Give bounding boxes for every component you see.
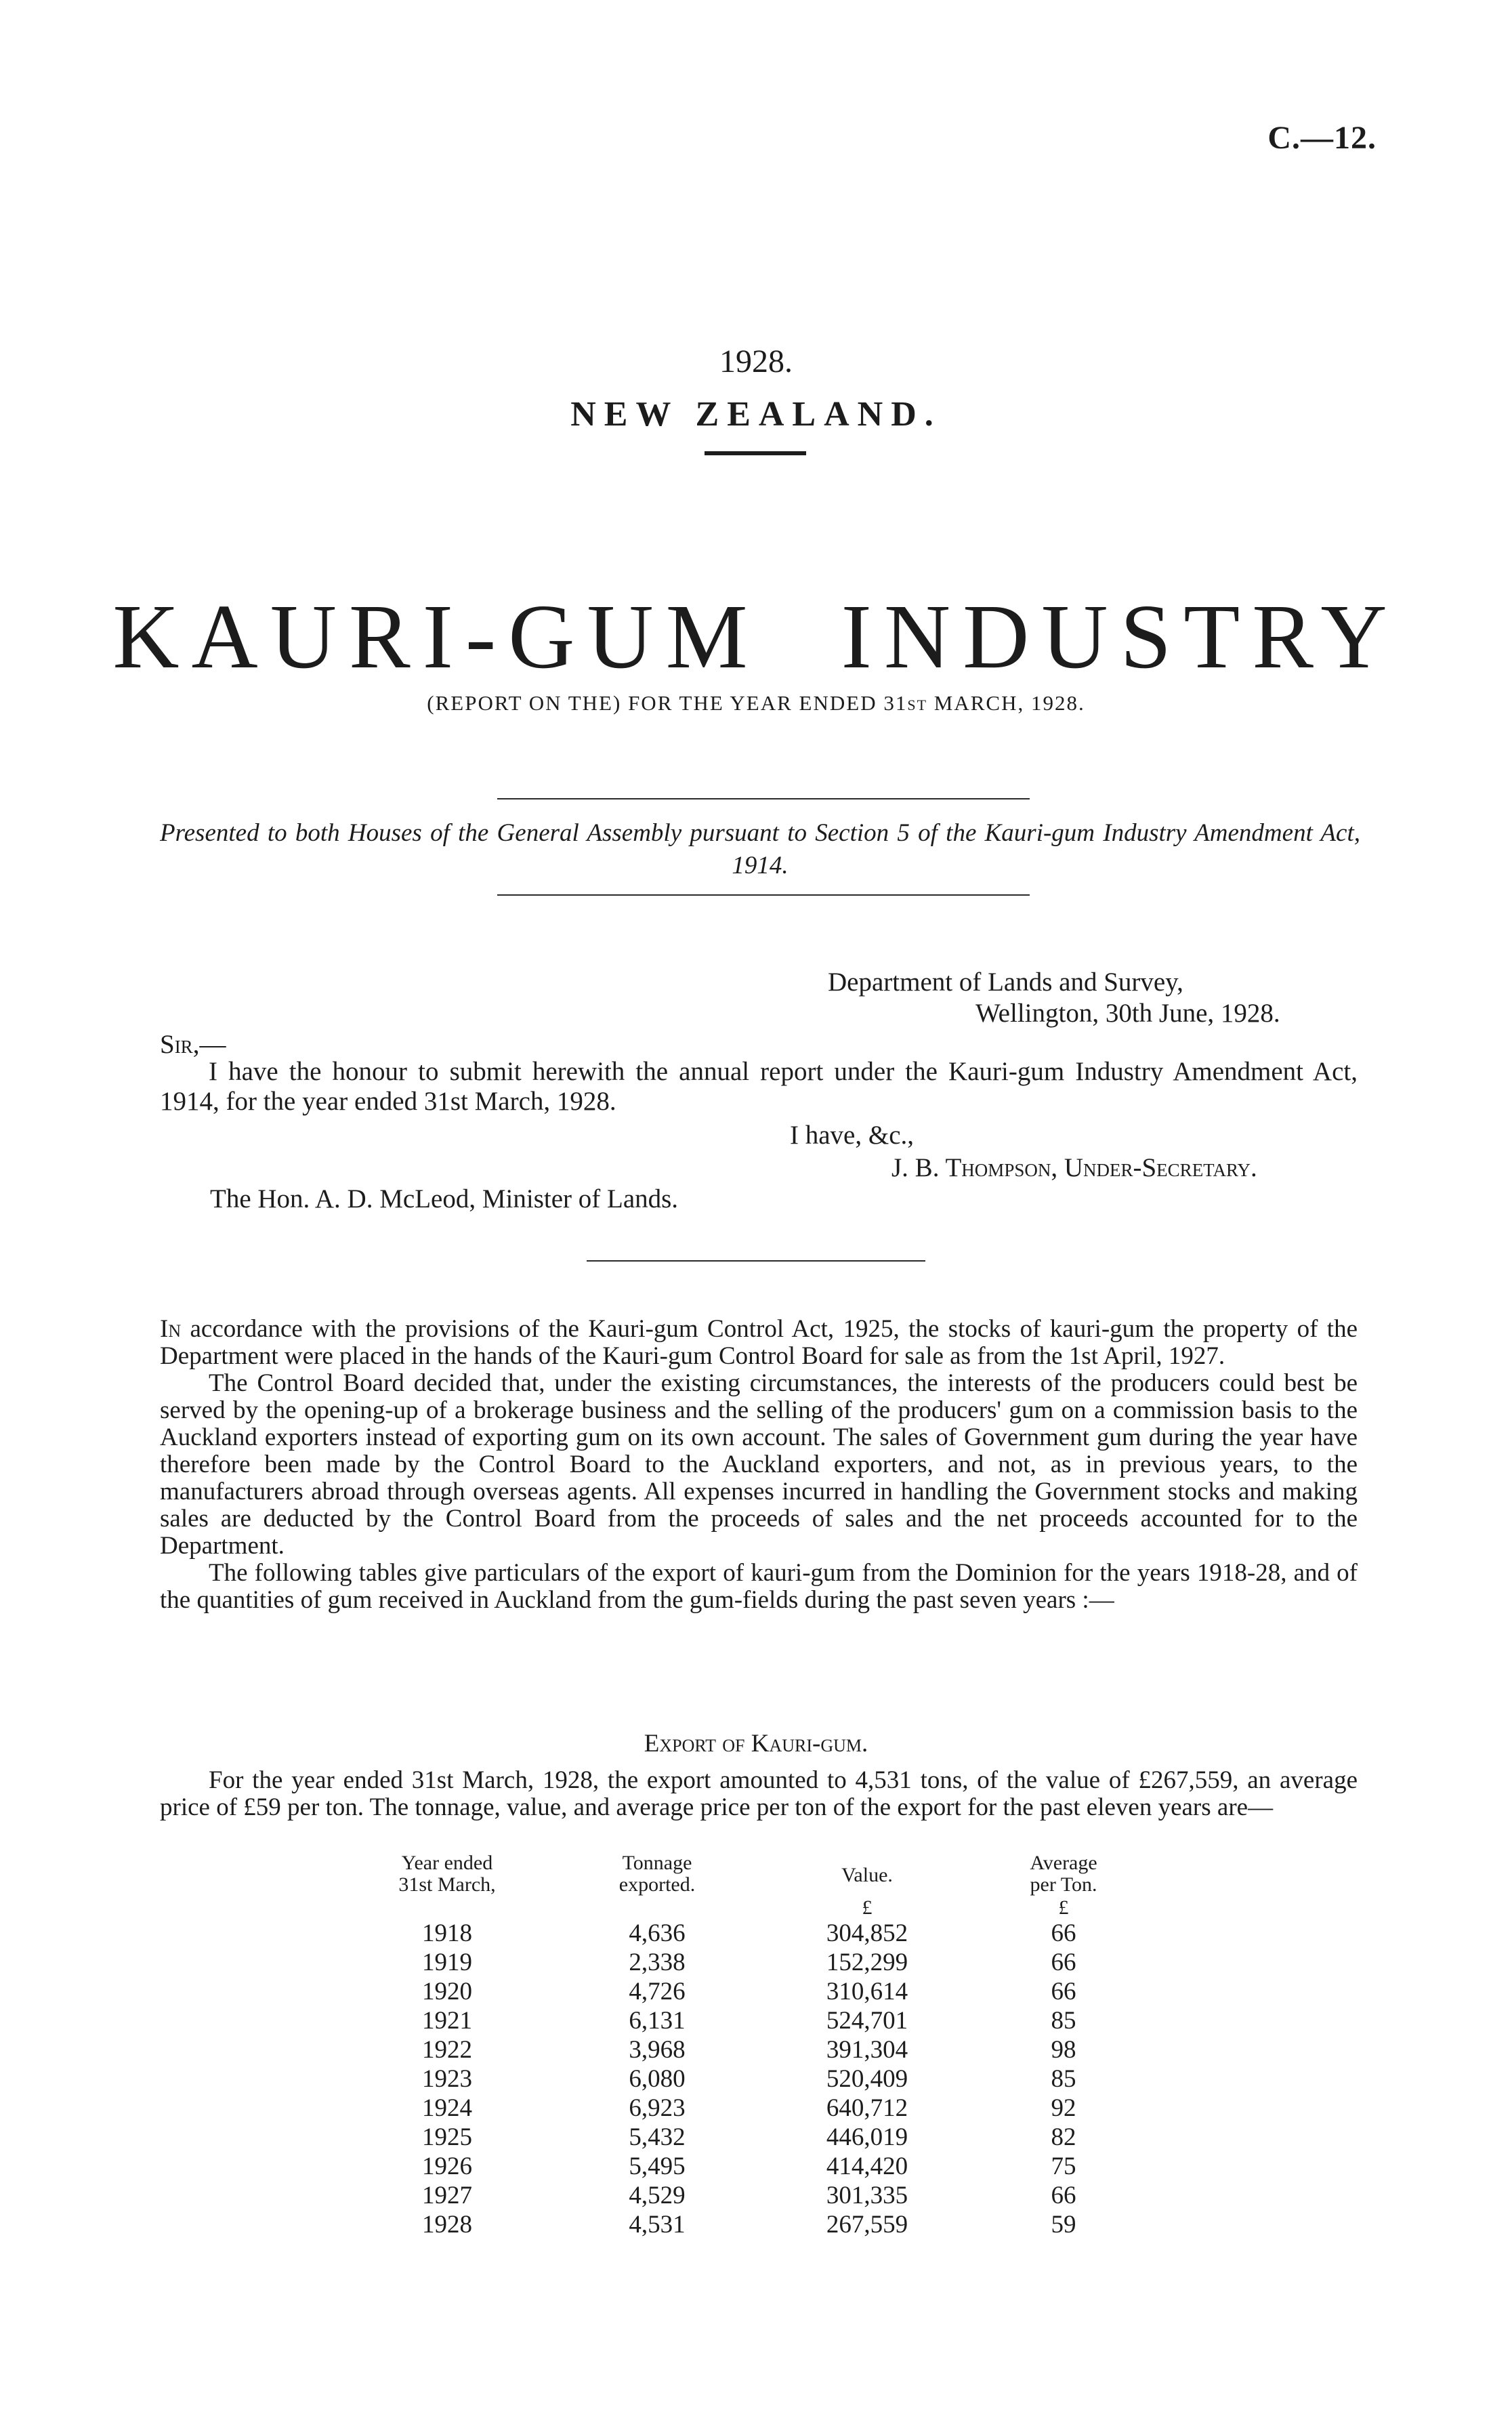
- unit-value: £: [862, 1896, 873, 1919]
- cell-value: 267,559: [826, 2211, 908, 2239]
- header-value: [786, 1865, 948, 1886]
- header-tonnage: [576, 1852, 738, 1896]
- cell-average: 66: [1051, 1919, 1076, 1947]
- header-year: [366, 1852, 528, 1896]
- letter-body-text: I have the honour to submit herewith the annual report under the Kauri-gum Industry Amendment Act, 1914, for the year ended 31st March, 1928.: [160, 1057, 1358, 1116]
- drop-lead: In: [160, 1315, 182, 1343]
- cell-average: 66: [1051, 1949, 1076, 1976]
- cell-value: 520,409: [826, 2065, 908, 2093]
- header-tonnage-line-2: exported.: [618, 1873, 696, 1896]
- cell-year: 1925: [422, 2123, 472, 2151]
- cell-value: 524,701: [826, 2007, 908, 2035]
- cell-average: 85: [1051, 2007, 1076, 2035]
- unit-average: £: [1058, 1896, 1069, 1919]
- cell-tonnage: 4,529: [629, 2182, 686, 2209]
- cell-year: 1927: [422, 2182, 472, 2209]
- header-tonnage-line-1: Tonnage: [622, 1852, 692, 1874]
- cell-year: 1918: [422, 1919, 472, 1947]
- section-heading: Export of Kauri-gum.: [644, 1730, 868, 1758]
- cell-average: 85: [1051, 2065, 1076, 2093]
- cell-average: 59: [1051, 2211, 1076, 2239]
- cell-year: 1928: [422, 2211, 472, 2239]
- cell-tonnage: 5,495: [629, 2153, 686, 2180]
- cell-value: 446,019: [826, 2123, 908, 2151]
- cell-year: 1923: [422, 2065, 472, 2093]
- section-intro-text: For the year ended 31st March, 1928, the export amounted to 4,531 tons, of the value of £267,559, an average price of £59 per ton. The tonnage, value, and average price per ton of the export for the past eleven years are—: [160, 1766, 1358, 1821]
- cell-value: 414,420: [826, 2153, 908, 2180]
- cell-average: 92: [1051, 2094, 1076, 2122]
- section-intro: [160, 1767, 1358, 1821]
- title-part-2: INDUSTRY: [841, 586, 1400, 688]
- header-value-line-1: Value.: [841, 1864, 893, 1886]
- cell-value: 391,304: [826, 2036, 908, 2064]
- cell-average: 98: [1051, 2036, 1076, 2064]
- letter-body: [160, 1057, 1358, 1117]
- presented-statement: Presented to both Houses of the General Assembly pursuant to Section 5 of the Kauri-gum Industry Amendment Act, 1914.: [160, 819, 1360, 879]
- cell-year: 1920: [422, 1978, 472, 2005]
- report-paragraph-1-text: accordance with the provisions of the Kauri-gum Control Act, 1925, the stocks of kauri-gum the property of the Department were placed in the hands of the Kauri-gum Control Board for sale as from the 1st April, 1927.: [160, 1315, 1358, 1370]
- cell-value: 304,852: [826, 1919, 908, 1947]
- cell-year: 1922: [422, 2036, 472, 2064]
- header-average-line-1: Average: [1030, 1852, 1097, 1874]
- cell-tonnage: 4,636: [629, 1919, 686, 1947]
- subtitle-prefix: (REPORT ON THE) FOR THE YEAR ENDED 31: [427, 691, 908, 715]
- divider-rule: [587, 1260, 925, 1262]
- cell-value: 152,299: [826, 1949, 908, 1976]
- divider-rule: [497, 798, 1030, 799]
- cell-value: 301,335: [826, 2182, 908, 2209]
- cell-year: 1919: [422, 1949, 472, 1976]
- letter-salutation: Sir,—: [160, 1030, 226, 1059]
- cell-tonnage: 6,923: [629, 2094, 686, 2122]
- cell-average: 82: [1051, 2123, 1076, 2151]
- cell-tonnage: 3,968: [629, 2036, 686, 2064]
- cell-average: 66: [1051, 2182, 1076, 2209]
- cell-tonnage: 4,531: [629, 2211, 686, 2239]
- document-year: 1928.: [719, 344, 793, 379]
- subtitle-ordinal: ST: [907, 696, 928, 713]
- country-heading: NEW ZEALAND.: [570, 395, 942, 434]
- report-subtitle: [0, 691, 1512, 715]
- report-body: [160, 1316, 1358, 1614]
- header-average-line-2: per Ton.: [1030, 1873, 1097, 1896]
- cell-year: 1924: [422, 2094, 472, 2122]
- report-paragraph-3: The following tables give particulars of the export of kauri-gum from the Dominion for the years 1918-28, and of the quantities of gum received in Auckland from the gum-fields during the past seven years :—: [160, 1559, 1358, 1614]
- cell-value: 310,614: [826, 1978, 908, 2005]
- report-paragraph-2: The Control Board decided that, under the existing circumstances, the interests of the producers could best be served by the opening-up of a brokerage business and the selling of the producers' gum on a commission basis to the Auckland exporters instead of exporting gum on its own account. The sales of Government gum during the year have therefore been made by the Control Board to the Auckland exporters, and not, as in previous years, to the manufacturers abroad through overseas agents. All expenses incurred in handling the Government stocks and making sales are deducted by the Control Board from the proceeds of sales and the net proceeds accounted for to the Department.: [160, 1369, 1358, 1560]
- letter-addressee: The Hon. A. D. McLeod, Minister of Lands.: [210, 1184, 679, 1213]
- divider-rule: [705, 451, 806, 455]
- cell-year: 1921: [422, 2007, 472, 2035]
- subtitle-suffix: MARCH, 1928.: [927, 691, 1085, 715]
- cell-tonnage: 5,432: [629, 2123, 686, 2151]
- cell-tonnage: 2,338: [629, 1949, 686, 1976]
- letter-address-line-2: Wellington, 30th June, 1928.: [975, 999, 1280, 1028]
- cell-average: 66: [1051, 1978, 1076, 2005]
- letter-address-line-1: Department of Lands and Survey,: [828, 968, 1183, 997]
- cell-tonnage: 6,080: [629, 2065, 686, 2093]
- title-part-1: KAURI-GUM: [112, 586, 760, 688]
- document-reference: C.—12.: [1267, 120, 1377, 156]
- letter-closing: I have, &c.,: [790, 1121, 915, 1150]
- cell-year: 1926: [422, 2153, 472, 2180]
- cell-tonnage: 4,726: [629, 1978, 686, 2005]
- cell-average: 75: [1051, 2153, 1076, 2180]
- header-average: [982, 1852, 1145, 1896]
- report-title: [0, 584, 1512, 690]
- report-paragraph-1: [160, 1316, 1358, 1370]
- cell-value: 640,712: [826, 2094, 908, 2122]
- cell-tonnage: 6,131: [629, 2007, 686, 2035]
- header-year-line-2: 31st March,: [398, 1873, 496, 1896]
- header-year-line-1: Year ended: [401, 1852, 493, 1874]
- divider-rule: [497, 894, 1030, 896]
- letter-signature: J. B. Thompson, Under-Secretary.: [891, 1153, 1257, 1182]
